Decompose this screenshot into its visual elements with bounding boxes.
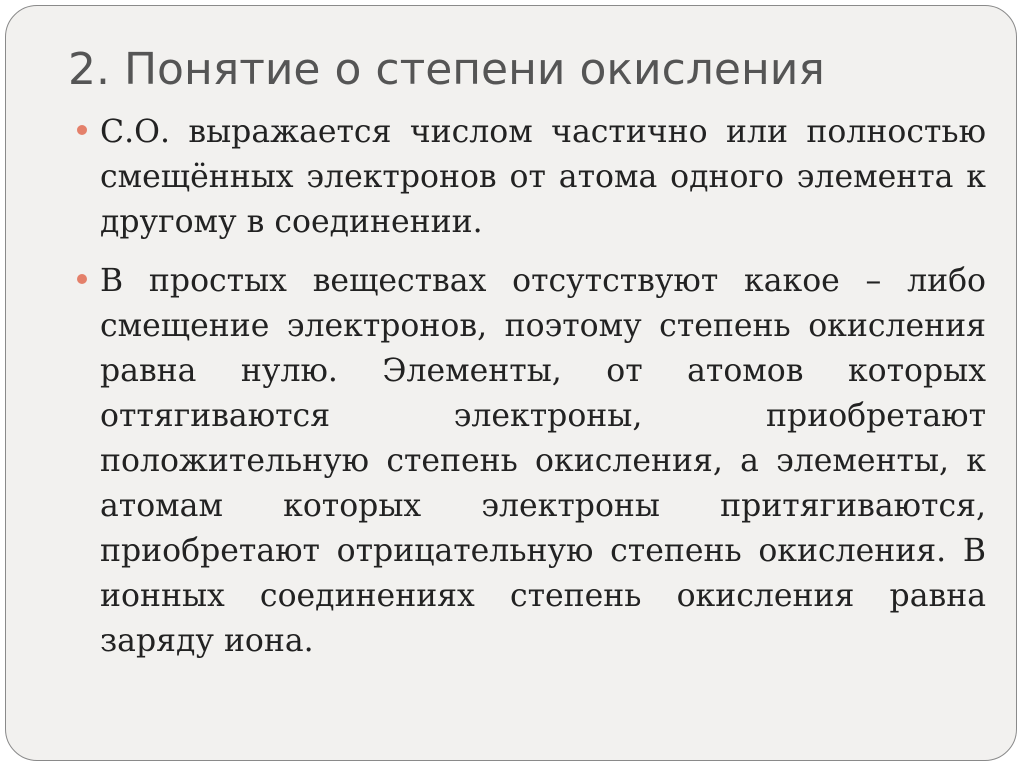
bullet-item-1 (76, 110, 986, 245)
bullet-text: В простых веществах отсутствуют какое – либо смещение электронов, поэтому степень окисления равна нулю. Элементы, от атомов которых оттягиваются электроны, приобретают положительную степень окисления, а элементы, к атомам которых электроны притягиваются, приобретают отрицательную степень окисления. В ионных соединениях степень окисления равна заряду иона. (100, 263, 986, 659)
slide-title: 2. Понятие о степени окисления (68, 44, 825, 95)
slide (5, 5, 1017, 761)
bullet-dot-icon (77, 125, 87, 135)
bullet-dot-icon (77, 274, 87, 284)
bullet-list (76, 110, 986, 678)
bullet-text: С.О. выражается числом частично или полностью смещённых электронов от атома одного элемента к другому в соединении. (100, 114, 986, 240)
bullet-item-2 (76, 259, 986, 664)
